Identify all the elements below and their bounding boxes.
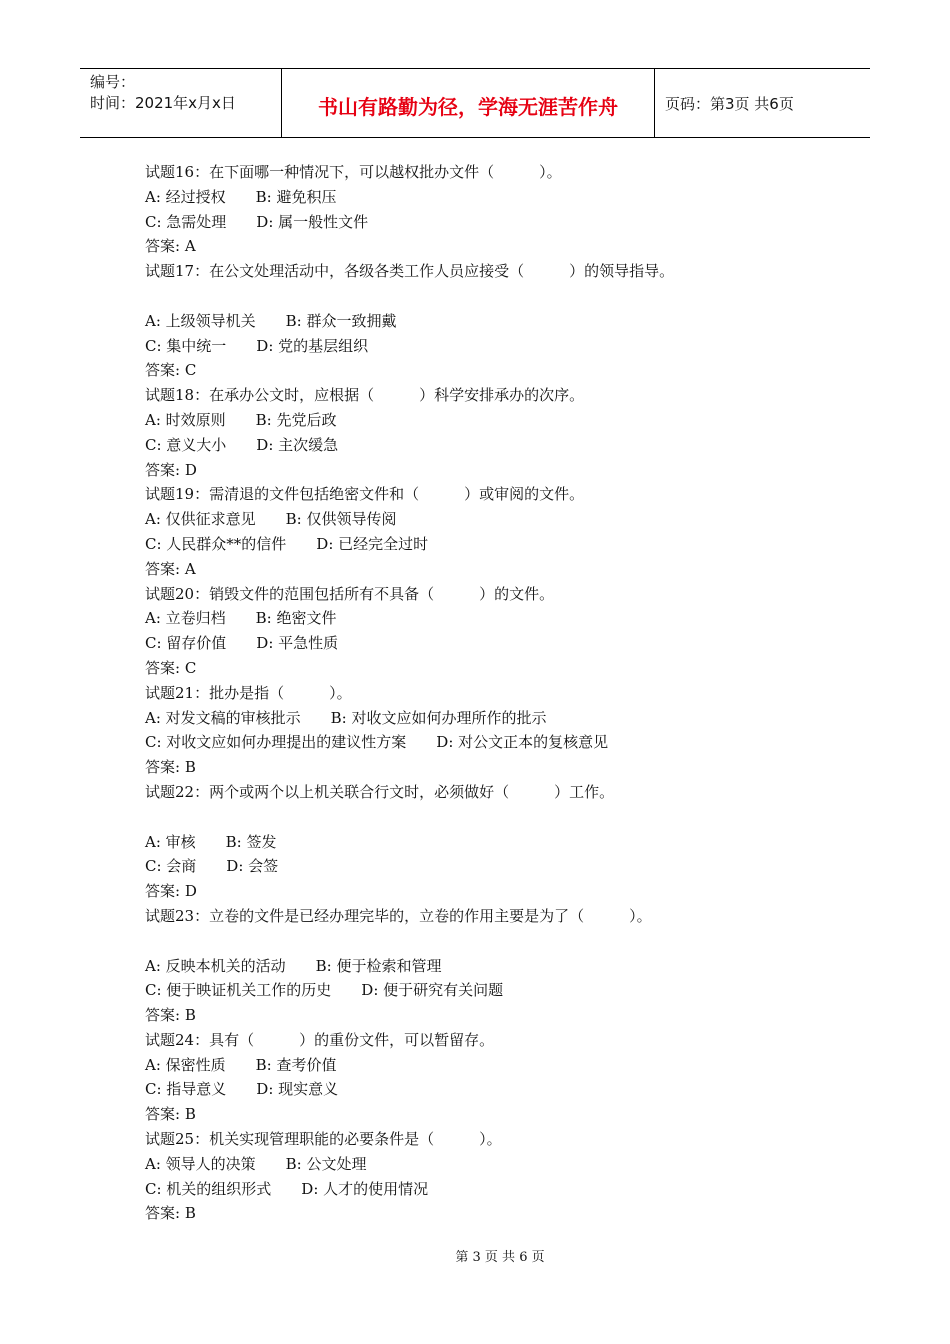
answer-line: 答案: A	[145, 559, 196, 578]
options-line: C: 会商 D: 会签	[145, 857, 279, 876]
question-list	[145, 160, 865, 1226]
answer-line: 答案: B	[145, 1006, 196, 1025]
options-line: A: 仅供征求意见 B: 仅供领导传阅	[145, 510, 397, 529]
question-text: 试题19：需清退的文件包括绝密文件和（ ）或审阅的文件。	[145, 485, 585, 504]
footer-page-number: 第 3 页 共 6 页	[455, 1250, 545, 1265]
options-line: C: 人民群众**的信件 D: 已经完全过时	[145, 534, 429, 553]
options-line: A: 时效原则 B: 先党后政	[145, 410, 337, 429]
options-line: C: 急需处理 D: 属一般性文件	[145, 212, 369, 231]
answer-line: 答案: B	[145, 1105, 196, 1124]
header-page-number: 页码：第3页 共6页	[665, 94, 794, 113]
blank-line	[145, 929, 865, 954]
blank-line	[145, 805, 865, 830]
options-line: A: 对发文稿的审核批示 B: 对收文应如何办理所作的批示	[145, 708, 547, 727]
answer-line: 答案: D	[145, 460, 197, 479]
options-line: A: 反映本机关的活动 B: 便于检索和管理	[145, 956, 442, 975]
answer-line: 答案: C	[145, 361, 197, 380]
answer-line: 答案: D	[145, 882, 197, 901]
answer-line: 答案: C	[145, 658, 197, 677]
page-header	[80, 68, 870, 138]
code-label: 编号：	[90, 73, 136, 91]
question-text: 试题23：立卷的文件是已经办理完毕的，立卷的作用主要是为了（ ）。	[145, 906, 652, 925]
options-line: C: 集中统一 D: 党的基层组织	[145, 336, 369, 355]
options-line: A: 保密性质 B: 查考价值	[145, 1055, 337, 1074]
question-text: 试题21：批办是指（ ）。	[145, 683, 352, 702]
options-line: A: 立卷归档 B: 绝密文件	[145, 609, 337, 628]
answer-line: 答案: A	[145, 237, 196, 256]
header-motto: 书山有路勤为径，学海无涯苦作舟	[282, 69, 655, 137]
header-meta	[80, 69, 282, 137]
question-text: 试题18：在承办公文时，应根据（ ）科学安排承办的次序。	[145, 386, 585, 405]
options-line: C: 便于映证机关工作的历史 D: 便于研究有关问题	[145, 981, 504, 1000]
options-line: A: 上级领导机关 B: 群众一致拥戴	[145, 311, 397, 330]
question-text: 试题22：两个或两个以上机关联合行文时，必须做好（ ）工作。	[145, 782, 615, 801]
question-text: 试题25：机关实现管理职能的必要条件是（ ）。	[145, 1130, 502, 1149]
options-line: A: 领导人的决策 B: 公文处理	[145, 1154, 367, 1173]
answer-line: 答案: B	[145, 1204, 196, 1223]
options-line: C: 对收文应如何办理提出的建议性方案 D: 对公文正本的复核意见	[145, 733, 609, 752]
question-text: 试题20：销毁文件的范围包括所有不具备（ ）的文件。	[145, 584, 555, 603]
options-line: C: 指导意义 D: 现实意义	[145, 1080, 339, 1099]
question-text: 试题24：具有（ ）的重份文件，可以暂留存。	[145, 1030, 495, 1049]
page-footer	[0, 1246, 950, 1265]
time-label: 时间：2021年x月x日	[90, 94, 236, 112]
options-line: C: 机关的组织形式 D: 人才的使用情况	[145, 1179, 429, 1198]
options-line: C: 留存价值 D: 平急性质	[145, 634, 339, 653]
answer-line: 答案: B	[145, 758, 196, 777]
options-line: C: 意义大小 D: 主次缓急	[145, 435, 339, 454]
blank-line	[145, 284, 865, 309]
options-line: A: 审核 B: 签发	[145, 832, 277, 851]
question-text: 试题17：在公文处理活动中，各级各类工作人员应接受（ ）的领导指导。	[145, 262, 675, 281]
question-text: 试题16：在下面哪一种情况下，可以越权批办文件（ ）。	[145, 163, 562, 181]
options-line: A: 经过授权 B: 避免积压	[145, 187, 337, 206]
